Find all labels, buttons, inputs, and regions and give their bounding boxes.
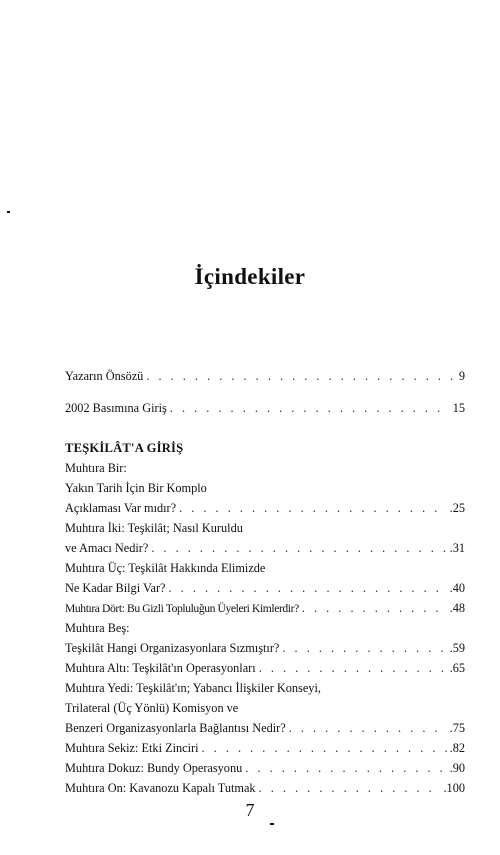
page-title: İçindekiler (194, 264, 306, 289)
dot-leader (245, 761, 446, 776)
toc-entry-text: Benzeri Organizasyonlarla Bağlantısı Nedir? (65, 721, 286, 735)
dot-leader (259, 661, 447, 676)
toc-page-number: .31 (449, 541, 465, 555)
toc-page-number: .90 (449, 761, 465, 775)
toc-entry-text: Yakın Tarih İçin Bir Komplo (65, 481, 207, 495)
dot-leader (169, 581, 447, 596)
toc-entry-text: Muhtıra Dokuz: Bundy Operasyonu (65, 761, 243, 775)
toc-entry-memo-1 (65, 501, 465, 521)
toc-page-number: .75 (449, 721, 465, 735)
toc-page-number: .59 (449, 641, 465, 655)
dot-leader (282, 641, 446, 656)
toc-entry-text: Açıklaması Var mıdır? (65, 501, 177, 515)
dot-leader (170, 401, 450, 416)
toc-entry-text: Muhtıra Üç: Teşkilât Hakkında Elimizde (65, 561, 266, 575)
toc-entry-memo-6 (65, 661, 465, 681)
dot-leader (302, 601, 447, 616)
table-of-contents (65, 369, 465, 801)
toc-entry-text: Ne Kadar Bilgi Var? (65, 581, 166, 595)
toc-entry-text: Muhtıra İki: Teşkilât; Nasıl Kuruldu (65, 521, 243, 535)
toc-entry-text: Trilateral (Üç Yönlü) Komisyon ve (65, 701, 239, 715)
toc-entry-memo-10 (65, 781, 465, 801)
dot-leader (151, 541, 446, 556)
toc-entry-text: Muhtıra Beş: (65, 621, 130, 635)
toc-page-number: .40 (449, 581, 465, 595)
toc-page-number: .48 (449, 601, 465, 615)
toc-entry-text: ve Amacı Nedir? (65, 541, 149, 555)
toc-entry-memo-7 (65, 721, 465, 741)
toc-entry-memo-8 (65, 741, 465, 761)
toc-entry-text: Muhtıra Bir: (65, 461, 127, 475)
toc-entry-memo-4 (65, 601, 465, 621)
toc-entry-text: Muhtıra Altı: Teşkilât'ın Operasyonları (65, 661, 256, 675)
dot-leader (202, 741, 447, 756)
stray-mark (7, 211, 10, 213)
toc-page-number: 15 (452, 401, 465, 415)
dot-leader (289, 721, 447, 736)
toc-entry-intro-2002 (65, 401, 465, 421)
toc-entry-text: Teşkilât Hangi Organizasyonlara Sızmıştır? (65, 641, 280, 655)
toc-entry-text: Muhtıra Yedi: Teşkilât'ın; Yabancı İlişkiler Konseyi, (65, 681, 321, 695)
page-number: 7 (245, 800, 255, 820)
toc-entry-text: 2002 Basımına Giriş (65, 401, 167, 415)
toc-entry-text: Muhtıra Dört: Bu Gizli Topluluğun Üyeleri Kimlerdir? (65, 602, 299, 615)
toc-entry-text: Muhtıra Sekiz: Etki Zinciri (65, 741, 199, 755)
toc-entry-text: Muhtıra On: Kavanozu Kapalı Tutmak (65, 781, 256, 795)
toc-page-number: 9 (458, 369, 465, 383)
dot-leader (259, 781, 441, 796)
toc-entry-memo-2 (65, 541, 465, 561)
dot-leader (179, 501, 447, 516)
toc-page-number: .82 (449, 741, 465, 755)
dot-leader (146, 369, 456, 384)
toc-page-number: .100 (443, 781, 465, 795)
toc-entry-text: Yazarın Önsözü (65, 369, 144, 383)
toc-entry-memo-3 (65, 581, 465, 601)
section-heading: TEŞKİLÂT'A GİRİŞ (65, 441, 184, 455)
toc-page-number: .65 (449, 661, 465, 675)
toc-entry-preface (65, 369, 465, 389)
stray-mark (270, 823, 274, 825)
toc-entry-memo-5 (65, 641, 465, 661)
toc-page-number: .25 (449, 501, 465, 515)
toc-entry-memo-9 (65, 761, 465, 781)
